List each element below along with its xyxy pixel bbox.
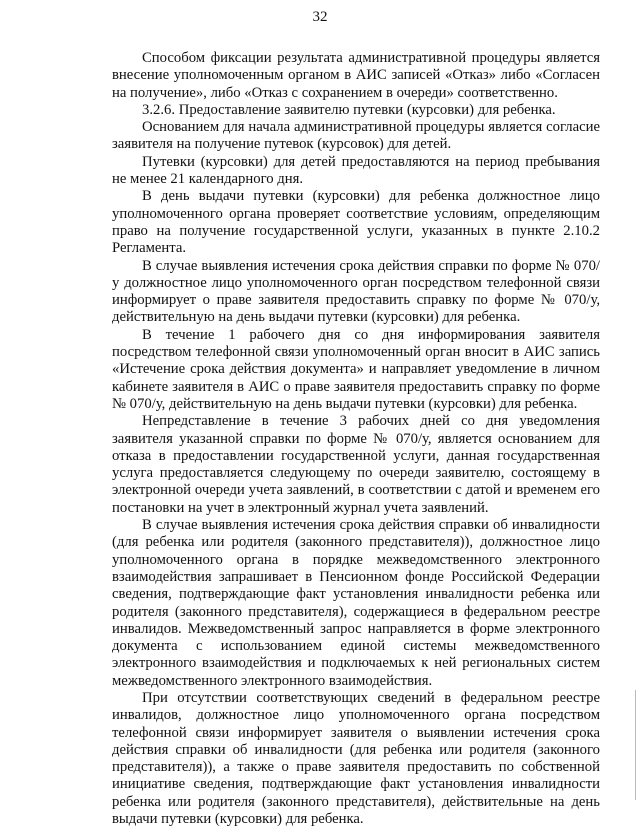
- paragraph: В течение 1 рабочего дня со дня информирования заявителя посредством телефонной связи уполномоченный орган вносит в АИС запись «Истечение срока действия документа» и направляет уведомление в личном кабинете заявителя в АИС о праве заявителя предоставить справку по форме № 070/у, действительную на день выдачи путевки (курсовки) для ребенка.: [112, 326, 600, 412]
- paragraph: В день выдачи путевки (курсовки) для ребенка должностное лицо уполномоченного органа проверяет соответствие условиям, определяющим право на получение государственной услуги, указанных в пункте 2.10.2 Регламента.: [112, 188, 600, 257]
- document-body: [112, 50, 600, 828]
- section-heading: 3.2.6. Предоставление заявителю путевки (курсовки) для ребенка.: [142, 101, 556, 118]
- page-number: 32: [312, 9, 328, 25]
- paragraph: Непредставление в течение 3 рабочих дней со дня уведомления заявителя указанной справки по форме № 070/у, является основанием для отказа в предоставлении государственной услуги, данная государственная услуга предоставляется следующему по очереди заявителю, состоящему в электронной очереди учета заявлений, в соответствии с датой и временем его постановки на учет в электронный журнал учета заявлений.: [112, 413, 600, 516]
- paragraph: Основанием для начала административной процедуры является согласие заявителя на получение путевок (курсовок) для детей.: [112, 119, 600, 153]
- paragraph: В случае выявления истечения срока действия справки об инвалидности (для ребенка или родителя (законного представителя)), должностное лицо уполномоченного органа в порядке межведомственного электронного взаимодействия запрашивает в Пенсионном фонде Российской Федерации сведения, подтверждающие факт установления инвалидности ребенка или родителя (законного представителя), содержащиеся в федеральном реестре инвалидов. Межведомственный запрос направляется в форме электронного документа с использованием единой системы межведомственного электронного взаимодействия и подключаемых к ней региональных систем межведомственного электронного взаимодействия.: [112, 517, 600, 689]
- paragraph: Способом фиксации результата административной процедуры является внесение уполномоченным органом в АИС записей «Отказ» либо «Согласен на получение», либо «Отказ с сохранением в очереди» соответственно.: [112, 50, 600, 101]
- paragraph: При отсутствии соответствующих сведений в федеральном реестре инвалидов, должностное лицо уполномоченного органа посредством телефонной связи информирует заявителя о выявлении истечения срока действия справки об инвалидности (для ребенка или родителя (законного представителя)), а также о праве заявителя предоставить по собственной инициативе сведения, подтверждающие факт установления инвалидности ребенка или родителя (законного представителя), действительные на день выдачи путевки (курсовки) для ребенка.: [112, 689, 600, 828]
- paragraph: Путевки (курсовки) для детей предоставляются на период пребывания не менее 21 календарного дня.: [112, 153, 600, 188]
- scan-edge-line: [635, 690, 636, 800]
- paragraph: В случае выявления истечения срока действия справки по форме № 070/у должностное лицо уполномоченного орган посредством телефонной связи информирует о праве заявителя предоставить справку по форме № 070/у, действительную на день выдачи путевки (курсовки) для ребенка.: [112, 257, 600, 326]
